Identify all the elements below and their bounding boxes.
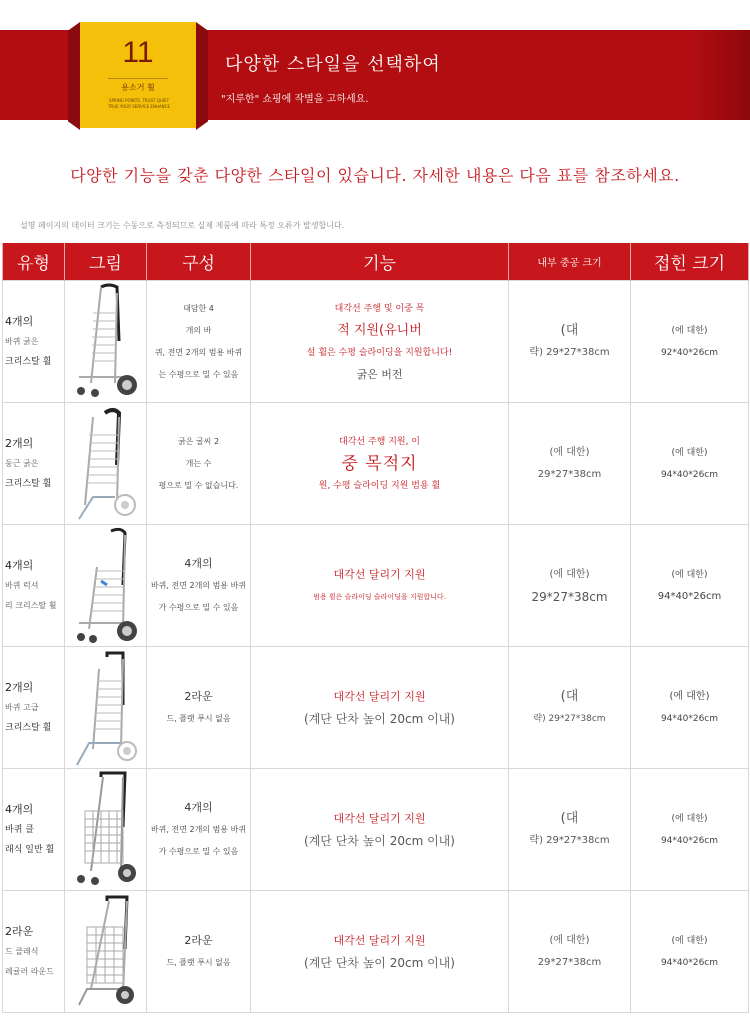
composition-cell: 2라운 드, 플랫 푸시 없음 bbox=[147, 647, 251, 769]
badge-caption: 용소거 휠 bbox=[121, 83, 155, 92]
inner-size-cell: (대 략) 29*27*38cm bbox=[509, 647, 631, 769]
folded-size-cell: (에 대한) 94*40*26cm bbox=[631, 647, 749, 769]
table-header-row bbox=[3, 243, 749, 281]
function-cell: 대각선 주행 및 이중 목 적 지원(유니버 설 휠은 수평 슬라이딩을 지원합니다! 굵은 버전 bbox=[251, 281, 509, 403]
composition-cell: 4개의 바퀴, 전면 2개의 범용 바퀴 가 수평으로 밀 수 있음 bbox=[147, 769, 251, 891]
picture-cell bbox=[65, 403, 147, 525]
shopping-cart-icon bbox=[71, 893, 141, 1011]
folded-size-cell: (에 대한) 92*40*26cm bbox=[631, 281, 749, 403]
table-row bbox=[3, 647, 749, 769]
spec-table bbox=[2, 243, 749, 1013]
shopping-cart-icon bbox=[71, 649, 141, 767]
function-cell: 대각선 달리기 지원 (계단 단차 높이 20cm 이내) bbox=[251, 769, 509, 891]
banner-title: 다양한 스타일을 선택하여 bbox=[225, 54, 441, 75]
type-cell: 2라운 드 클래식 레귤러 라운드 bbox=[3, 891, 65, 1013]
type-cell: 2개의 바퀴 고급 크리스탈 휠 bbox=[3, 647, 65, 769]
badge-number: 11 bbox=[122, 36, 154, 69]
picture-cell bbox=[65, 281, 147, 403]
shopping-cart-icon bbox=[71, 405, 141, 523]
table-row bbox=[3, 403, 749, 525]
picture-cell bbox=[65, 769, 147, 891]
number-badge bbox=[68, 22, 208, 130]
inner-size-cell: (대 략) 29*27*38cm bbox=[509, 281, 631, 403]
header-inner-size: 내부 중공 크기 bbox=[509, 243, 631, 281]
header-composition: 구성 bbox=[147, 243, 251, 281]
table-row bbox=[3, 891, 749, 1013]
inner-size-cell: (대 략) 29*27*38cm bbox=[509, 769, 631, 891]
shopping-cart-icon bbox=[71, 527, 141, 645]
shopping-cart-icon bbox=[71, 283, 141, 401]
inner-size-cell: (에 대한) 29*27*38cm bbox=[509, 525, 631, 647]
picture-cell bbox=[65, 647, 147, 769]
folded-size-cell: (에 대한) 94*40*26cm bbox=[631, 891, 749, 1013]
header-type: 유형 bbox=[3, 243, 65, 281]
badge-small-text: SPRING POINTS, TRUST QUIET TRUE YOUR SERVICE ENHANCE bbox=[107, 98, 170, 109]
table-row bbox=[3, 281, 749, 403]
inner-size-cell: (에 대한) 29*27*38cm bbox=[509, 891, 631, 1013]
composition-cell: 4개의 바퀴, 전면 2개의 범용 바퀴 가 수평으로 밀 수 있음 bbox=[147, 525, 251, 647]
header-picture: 그림 bbox=[65, 243, 147, 281]
table-row bbox=[3, 769, 749, 891]
header-folded-size: 접힌 크기 bbox=[631, 243, 749, 281]
type-cell: 4개의 바퀴 굵은 크리스탈 휠 bbox=[3, 281, 65, 403]
inner-size-cell: (에 대한) 29*27*38cm bbox=[509, 403, 631, 525]
folded-size-cell: (에 대한) 94*40*26cm bbox=[631, 403, 749, 525]
function-cell: 대각선 달리기 지원 (계단 단차 높이 20cm 이내) bbox=[251, 891, 509, 1013]
header-function: 기능 bbox=[251, 243, 509, 281]
picture-cell bbox=[65, 891, 147, 1013]
type-cell: 4개의 바퀴 클 래식 일반 휠 bbox=[3, 769, 65, 891]
function-cell: 대각선 달리기 지원 범용 휠은 슬라이딩 슬라이딩을 지원합니다. bbox=[251, 525, 509, 647]
function-cell: 대각선 달리기 지원 (계단 단차 높이 20cm 이내) bbox=[251, 647, 509, 769]
composition-cell: 2라운 드, 플랫 푸시 없음 bbox=[147, 891, 251, 1013]
function-cell: 대각선 주행 지원, 이 중 목적지 원, 수평 슬라이딩 지원 범용 휠 bbox=[251, 403, 509, 525]
table-row bbox=[3, 525, 749, 647]
type-cell: 2개의 둥근 굵은 크리스탈 휠 bbox=[3, 403, 65, 525]
badge-divider bbox=[108, 78, 168, 79]
type-cell: 4개의 바퀴 럭셔 리 크리스탈 휠 bbox=[3, 525, 65, 647]
folded-size-cell: (에 대한) 94*40*26cm bbox=[631, 525, 749, 647]
composition-cell: 굵은 굴씨 2 개는 수 평으로 밀 수 없습니다. bbox=[147, 403, 251, 525]
intro-text: 다양한 기능을 갖춘 다양한 스타일이 있습니다. 자세한 내용은 다음 표를 참조하세요. bbox=[70, 166, 680, 185]
picture-cell bbox=[65, 525, 147, 647]
folded-size-cell: (에 대한) 94*40*26cm bbox=[631, 769, 749, 891]
composition-cell: 대담한 4 개의 바 퀴, 전면 2개의 범용 바퀴 는 수평으로 밀 수 있음 bbox=[147, 281, 251, 403]
measurement-note: 설명 페이지의 데이터 크기는 수동으로 측정되므로 실제 제품에 따라 특정 오류가 발생합니다. bbox=[20, 221, 345, 230]
shopping-cart-icon bbox=[71, 771, 141, 889]
banner-subtitle: "지루한" 쇼핑에 작별을 고하세요. bbox=[221, 94, 369, 105]
